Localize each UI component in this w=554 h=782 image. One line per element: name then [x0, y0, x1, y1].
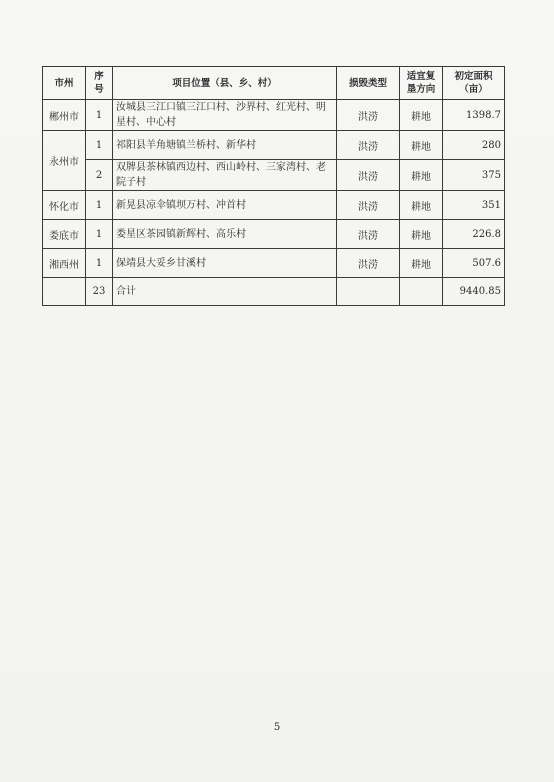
cell-seq: 1: [86, 131, 113, 160]
table-row: [43, 131, 505, 160]
cell-location: 祁阳县羊角塘镇兰桥村、新华村: [113, 131, 337, 160]
header-city: 市州: [43, 67, 86, 100]
cell-total-seq: 23: [86, 278, 113, 306]
cell-damage-type-empty: [337, 278, 400, 306]
cell-city: 湘西州: [43, 249, 86, 278]
cell-direction: 耕地: [400, 160, 443, 191]
cell-area: 375: [443, 160, 505, 191]
table-row: [43, 191, 505, 220]
cell-location: 保靖县大妥乡甘溪村: [113, 249, 337, 278]
cell-direction: 耕地: [400, 131, 443, 160]
cell-location: 娄星区茶园镇新辉村、高乐村: [113, 220, 337, 249]
cell-total-area: 9440.85: [443, 278, 505, 306]
cell-direction-empty: [400, 278, 443, 306]
cell-damage-type: 洪涝: [337, 160, 400, 191]
page-number: 5: [273, 722, 281, 733]
cell-direction: 耕地: [400, 100, 443, 131]
table-total-row: [43, 278, 505, 306]
cell-damage-type: 洪涝: [337, 191, 400, 220]
header-damage-type: 损毁类型: [337, 67, 400, 100]
cell-seq: 1: [86, 100, 113, 131]
cell-damage-type: 洪涝: [337, 220, 400, 249]
cell-area: 351: [443, 191, 505, 220]
cell-city: 怀化市: [43, 191, 86, 220]
cell-location: 新晃县凉伞镇坝万村、冲首村: [113, 191, 337, 220]
cell-area: 280: [443, 131, 505, 160]
cell-damage-type: 洪涝: [337, 249, 400, 278]
header-seq: [86, 67, 113, 100]
cell-city: 永州市: [43, 131, 86, 191]
header-direction: [400, 67, 443, 100]
header-direction-text: 适宜复 垦方向: [406, 71, 436, 95]
header-area: [443, 67, 505, 100]
cell-area: 1398.7: [443, 100, 505, 131]
cell-damage-type: 洪涝: [337, 131, 400, 160]
cell-seq: 2: [86, 160, 113, 191]
cell-location: 汝城县三江口镇三江口村、沙界村、红光村、明星村、中心村: [113, 100, 337, 131]
cell-direction: 耕地: [400, 191, 443, 220]
cell-total-label: 合计: [113, 278, 337, 306]
reclamation-project-table: [42, 66, 505, 306]
table-row: [43, 100, 505, 131]
cell-location: 双牌县茶林镇西边村、西山岭村、三家湾村、老院子村: [113, 160, 337, 191]
cell-damage-type: 洪涝: [337, 100, 400, 131]
header-location: 项目位置（县、乡、村）: [113, 67, 337, 100]
table-row: [43, 220, 505, 249]
cell-seq: 1: [86, 191, 113, 220]
cell-area: 507.6: [443, 249, 505, 278]
cell-city: 娄底市: [43, 220, 86, 249]
header-area-text: 初定面积 （亩）: [454, 71, 493, 95]
cell-area: 226.8: [443, 220, 505, 249]
table-row: [43, 249, 505, 278]
cell-direction: 耕地: [400, 220, 443, 249]
cell-direction: 耕地: [400, 249, 443, 278]
cell-seq: 1: [86, 249, 113, 278]
table-row: [43, 160, 505, 191]
header-seq-text: 序 号: [94, 71, 104, 95]
cell-city: 郴州市: [43, 100, 86, 131]
table-header-row: [43, 67, 505, 100]
cell-city-empty: [43, 278, 86, 306]
cell-seq: 1: [86, 220, 113, 249]
